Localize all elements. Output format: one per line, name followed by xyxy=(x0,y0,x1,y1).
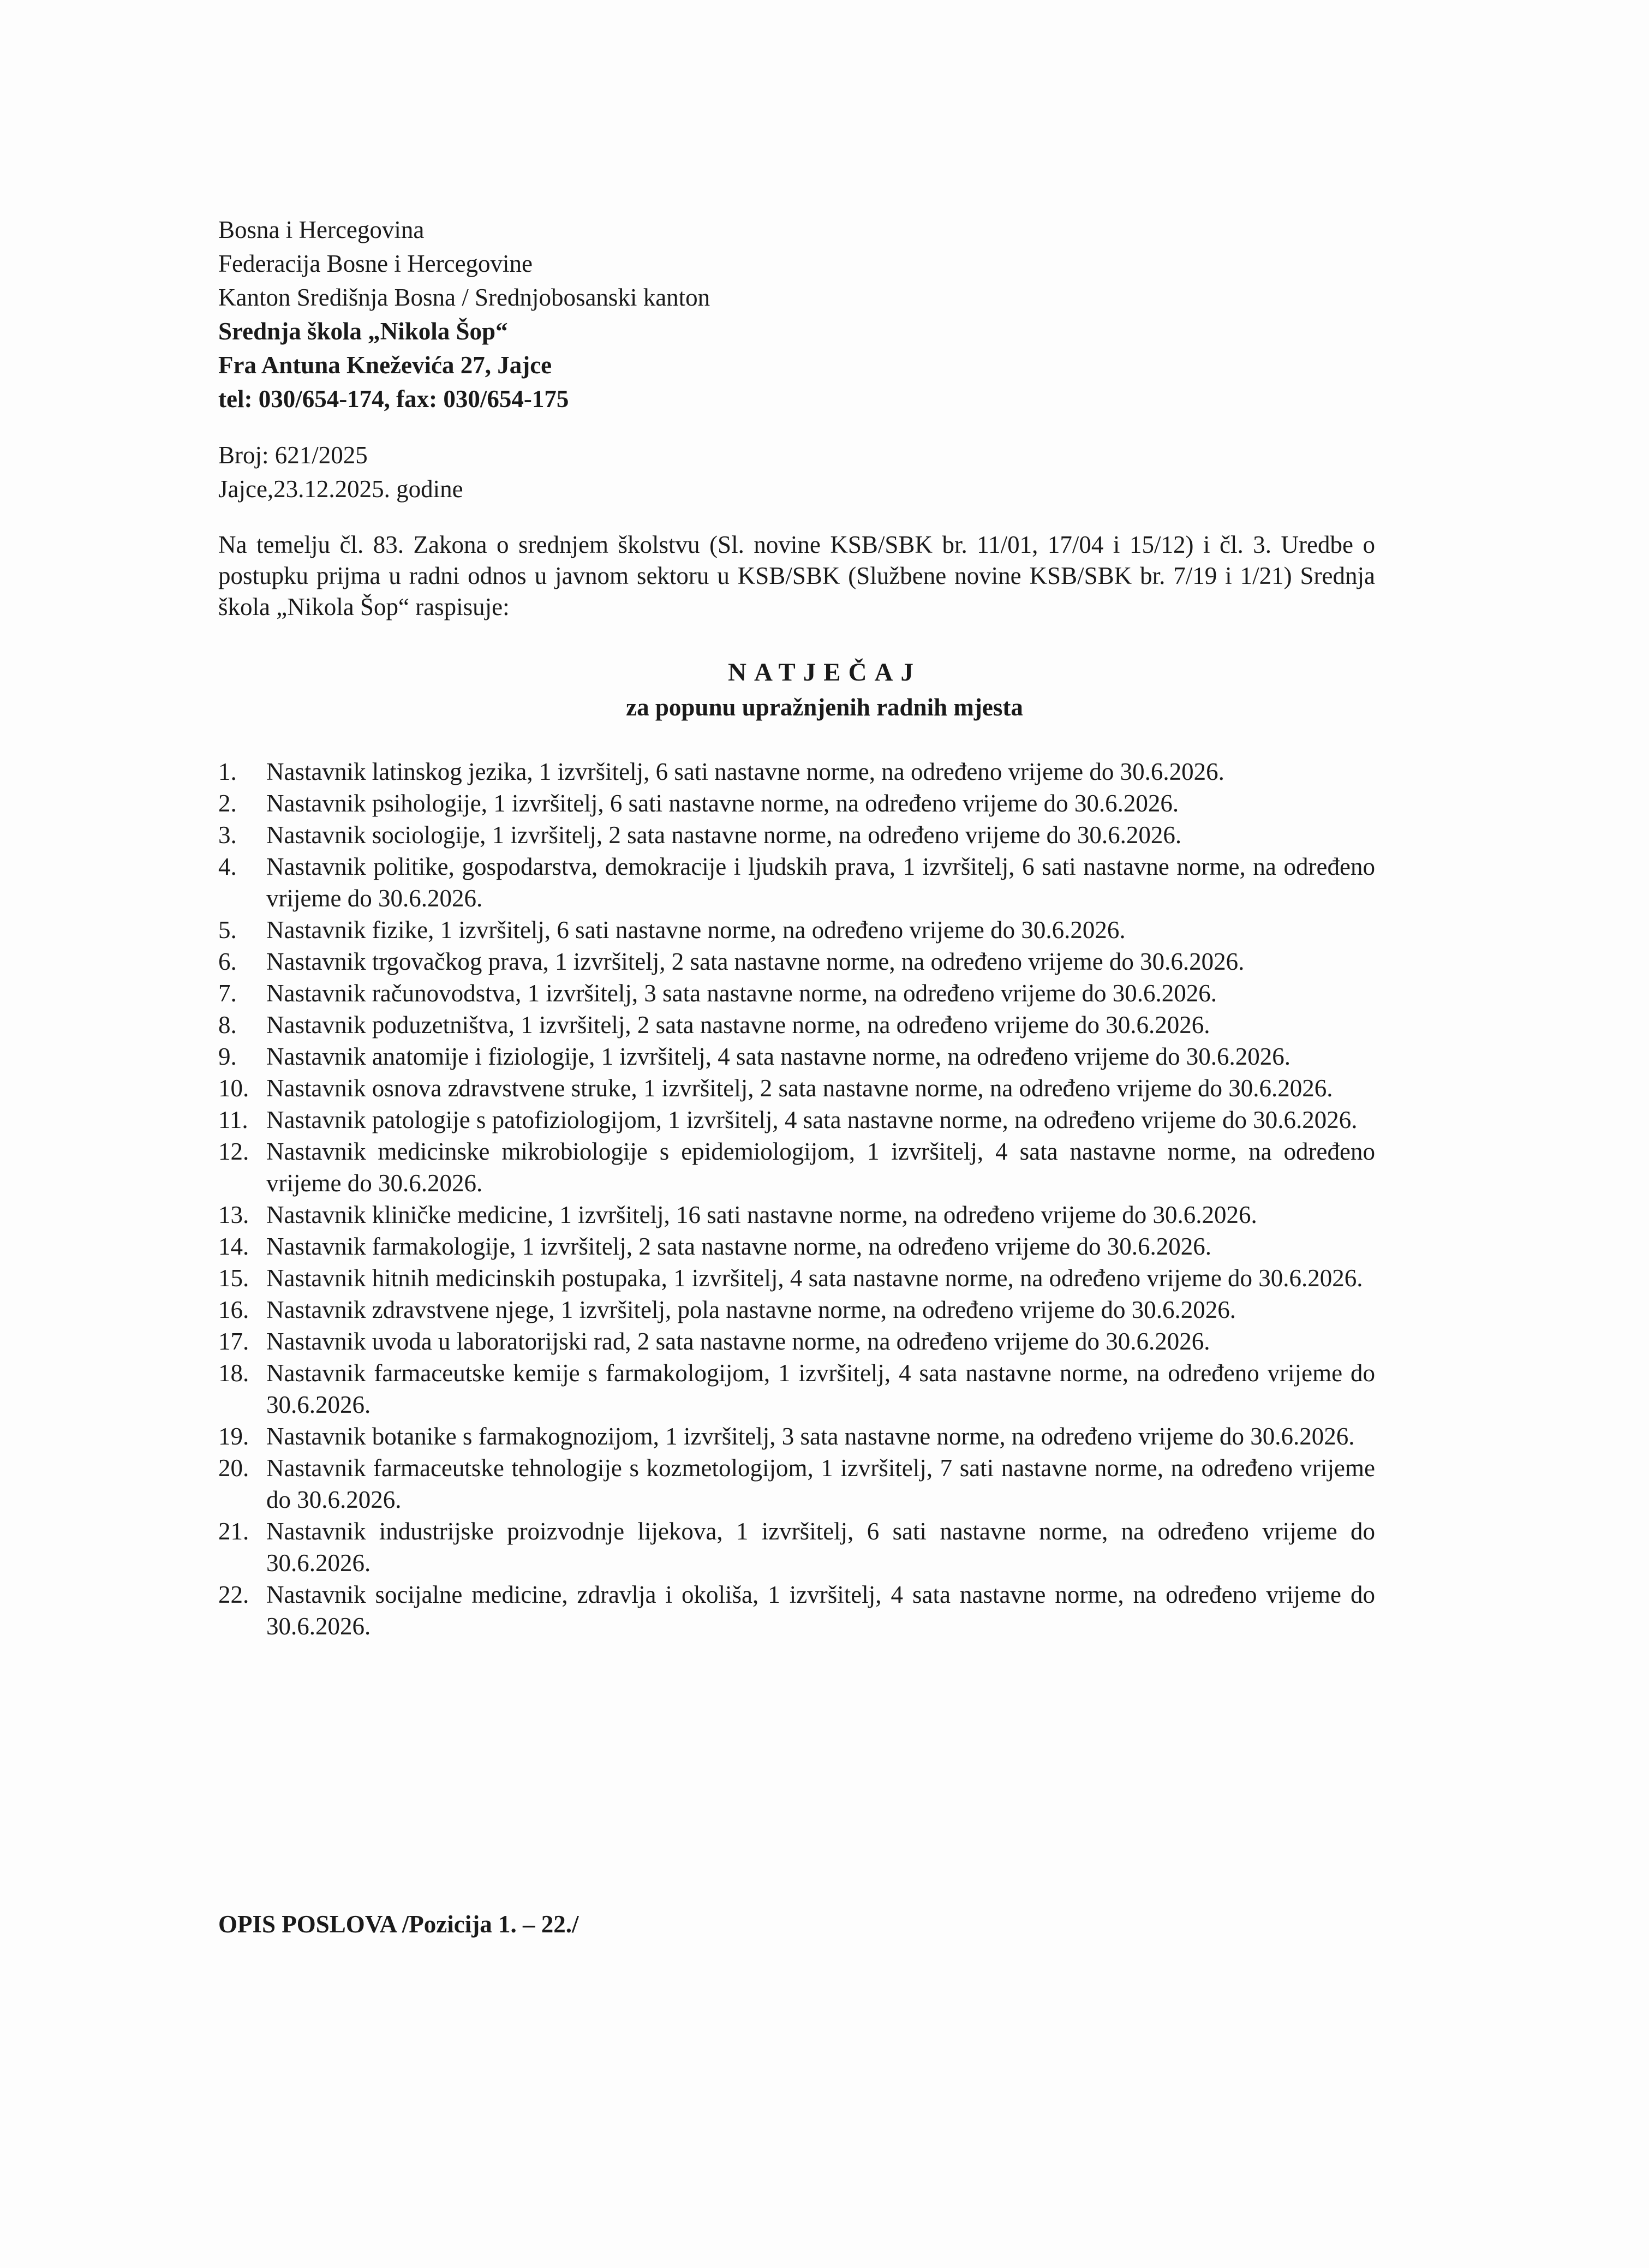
list-item-text: Nastavnik fizike, 1 izvršitelj, 6 sati nastavne norme, na određeno vrijeme do 30.6.2026. xyxy=(266,916,1126,944)
list-item-number: 17. xyxy=(218,1328,249,1355)
list-item-number: 14. xyxy=(218,1233,249,1260)
list-item-text: Nastavnik uvoda u laboratorijski rad, 2 sata nastavne norme, na određeno vrijeme do 30.6.2026. xyxy=(266,1328,1210,1355)
list-item-text: Nastavnik sociologije, 1 izvršitelj, 2 sata nastavne norme, na određeno vrijeme do 30.6.2026. xyxy=(266,821,1182,849)
list-item-number: 7. xyxy=(218,980,237,1007)
list-item-text: Nastavnik hitnih medicinskih postupaka, 1 izvršitelj, 4 sata nastavne norme, na određeno vrijeme do 30.6.2026. xyxy=(266,1264,1363,1292)
federation-line: Federacija Bosne i Hercegovine xyxy=(218,250,533,277)
document-date: Jajce,23.12.2025. godine xyxy=(218,475,463,503)
list-item xyxy=(218,946,1375,977)
list-item xyxy=(218,1136,1375,1199)
list-item-number: 22. xyxy=(218,1581,249,1608)
list-item-text: Nastavnik zdravstvene njege, 1 izvršitelj, pola nastavne norme, na određeno vrijeme do 30.6.2026. xyxy=(266,1296,1236,1323)
document-number: Broj: 621/2025 xyxy=(218,441,368,469)
list-item xyxy=(218,1421,1375,1452)
list-item xyxy=(218,1357,1375,1421)
list-item-text: Nastavnik kliničke medicine, 1 izvršitelj, 16 sati nastavne norme, na određeno vrijeme do 30.6.2026. xyxy=(266,1201,1257,1228)
list-item-number: 4. xyxy=(218,853,237,880)
list-item-number: 1. xyxy=(218,758,237,785)
list-item xyxy=(218,977,1375,1009)
list-item-text: Nastavnik računovodstva, 1 izvršitelj, 3 sata nastavne norme, na određeno vrijeme do 30.6.2026. xyxy=(266,980,1217,1007)
list-item-number: 18. xyxy=(218,1359,249,1387)
list-item-text: Nastavnik patologije s patofiziologijom, 1 izvršitelj, 4 sata nastavne norme, na određeno vrijeme do 30.6.2026. xyxy=(266,1106,1358,1133)
job-description-heading: OPIS POSLOVA /Pozicija 1. – 22./ xyxy=(218,1911,579,1938)
list-item xyxy=(218,1262,1375,1294)
list-item xyxy=(218,1072,1375,1104)
list-item-text: Nastavnik farmaceutske kemije s farmakologijom, 1 izvršitelj, 4 sata nastavne norme, na određeno vrijeme do 30.6.2026. xyxy=(266,1359,1375,1418)
intro-paragraph: Na temelju čl. 83. Zakona o srednjem školstvu (Sl. novine KSB/SBK br. 11/01, 17/04 i 15/12) i čl. 3. Uredbe o postupku prijma u radni odnos u javnom sektoru u KSB/SBK (Službene novine KSB/SBK br. 7/19 i 1/21) Srednja škola „Nikola Šop“ raspisuje: xyxy=(218,531,1375,620)
list-item-text: Nastavnik osnova zdravstvene struke, 1 izvršitelj, 2 sata nastavne norme, na određeno vrijeme do 30.6.2026. xyxy=(266,1075,1333,1102)
list-item-text: Nastavnik medicinske mikrobiologije s epidemiologijom, 1 izvršitelj, 4 sata nastavne norme, na određeno vrijeme do 30.6.2026. xyxy=(266,1138,1375,1197)
list-item xyxy=(218,1294,1375,1326)
list-item-number: 21. xyxy=(218,1518,249,1545)
list-item xyxy=(218,1009,1375,1041)
document-title: NATJEČAJ xyxy=(728,658,921,687)
list-item xyxy=(218,787,1375,819)
list-item-text: Nastavnik psihologije, 1 izvršitelj, 6 sati nastavne norme, na određeno vrijeme do 30.6.2026. xyxy=(266,790,1179,817)
list-item-text: Nastavnik poduzetništva, 1 izvršitelj, 2 sata nastavne norme, na određeno vrijeme do 30.6.2026. xyxy=(266,1011,1210,1038)
list-item xyxy=(218,1326,1375,1357)
list-item-number: 6. xyxy=(218,948,237,975)
school-name: Srednja škola „Nikola Šop“ xyxy=(218,318,508,345)
list-item-number: 2. xyxy=(218,790,237,817)
letterhead xyxy=(218,213,710,416)
list-item-text: Nastavnik farmaceutske tehnologije s kozmetologijom, 1 izvršitelj, 7 sati nastavne norme, na određeno vrijeme do 30.6.2026. xyxy=(266,1454,1375,1513)
list-item-number: 11. xyxy=(218,1106,248,1133)
list-item xyxy=(218,1452,1375,1515)
list-item-number: 19. xyxy=(218,1423,249,1450)
list-item-number: 5. xyxy=(218,916,237,944)
list-item-text: Nastavnik trgovačkog prava, 1 izvršitelj, 2 sata nastavne norme, na određeno vrijeme do 30.6.2026. xyxy=(266,948,1245,975)
list-item xyxy=(218,1579,1375,1642)
list-item-number: 15. xyxy=(218,1264,249,1292)
list-item-number: 12. xyxy=(218,1138,249,1165)
list-item xyxy=(218,1104,1375,1136)
list-item-text: Nastavnik latinskog jezika, 1 izvršitelj, 6 sati nastavne norme, na određeno vrijeme do 30.6.2026. xyxy=(266,758,1224,785)
list-item-text: Nastavnik farmakologije, 1 izvršitelj, 2 sata nastavne norme, na određeno vrijeme do 30.6.2026. xyxy=(266,1233,1212,1260)
reference-block xyxy=(218,438,463,506)
list-item-number: 10. xyxy=(218,1075,249,1102)
list-item-number: 16. xyxy=(218,1296,249,1323)
list-item xyxy=(218,819,1375,851)
positions-list xyxy=(218,756,1375,1642)
school-phone: tel: 030/654-174, fax: 030/654-175 xyxy=(218,385,569,413)
canton-line: Kanton Središnja Bosna / Srednjobosanski kanton xyxy=(218,284,710,311)
school-address: Fra Antuna Kneževića 27, Jajce xyxy=(218,351,552,379)
list-item xyxy=(218,851,1375,914)
country-line: Bosna i Hercegovina xyxy=(218,216,425,243)
list-item-text: Nastavnik politike, gospodarstva, demokracije i ljudskih prava, 1 izvršitelj, 6 sati nastavne norme, na određeno vrijeme do 30.6.2026. xyxy=(266,853,1375,912)
list-item xyxy=(218,1041,1375,1072)
list-item xyxy=(218,1515,1375,1579)
list-item-text: Nastavnik industrijske proizvodnje lijekova, 1 izvršitelj, 6 sati nastavne norme, na određeno vrijeme do 30.6.2026. xyxy=(266,1518,1375,1577)
list-item-number: 8. xyxy=(218,1011,237,1038)
list-item-text: Nastavnik anatomije i fiziologije, 1 izvršitelj, 4 sata nastavne norme, na određeno vrijeme do 30.6.2026. xyxy=(266,1043,1290,1070)
list-item-number: 20. xyxy=(218,1454,249,1482)
list-item xyxy=(218,914,1375,946)
list-item xyxy=(218,756,1375,787)
list-item-number: 3. xyxy=(218,821,237,849)
list-item-text: Nastavnik socijalne medicine, zdravlja i okoliša, 1 izvršitelj, 4 sata nastavne norme, na određeno vrijeme do 30.6.2026. xyxy=(266,1581,1375,1640)
list-item-number: 9. xyxy=(218,1043,237,1070)
document-subtitle: za popunu upražnjenih radnih mjesta xyxy=(626,694,1023,721)
list-item xyxy=(218,1231,1375,1262)
list-item-text: Nastavnik botanike s farmakognozijom, 1 izvršitelj, 3 sata nastavne norme, na određeno vrijeme do 30.6.2026. xyxy=(266,1423,1355,1450)
list-item-number: 13. xyxy=(218,1201,249,1228)
list-item xyxy=(218,1199,1375,1231)
